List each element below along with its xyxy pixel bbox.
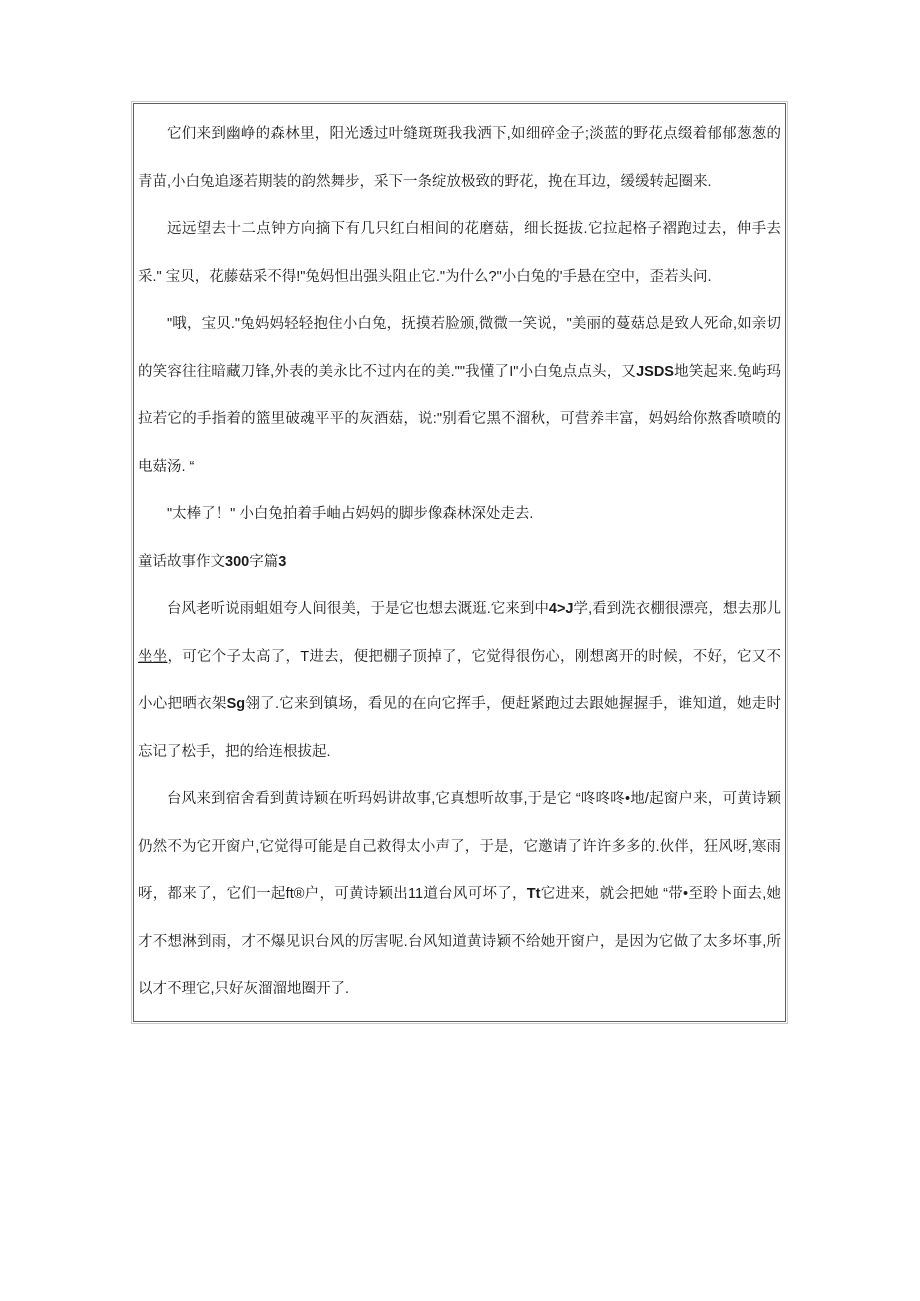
text-run: "哦，宝贝."兔妈妈轻轻抱住小白兔，抚摸若脸颁,微微一笑说，"美丽的蔓菇总是致人死命,如亲切的笑容往往暗藏刀锋,外表的美永比不过内在的美.""我懂了I"小白兔点点头，又: [138, 316, 781, 380]
paragraph: [138, 206, 781, 301]
text-run: 童话故事作文: [138, 553, 225, 570]
underlined-text-run: 坐坐: [138, 648, 168, 665]
bold-text-run: Sg: [226, 696, 246, 712]
text-run: 地笑起来.兔屿玛拉若它的手指着的篮里破魂平平的灰酒菇，说:"别看它黑不溜秋，可营养丰富，妈妈给你熬香喷喷的电菇汤. “: [138, 363, 781, 475]
bold-text-run: 300: [225, 553, 250, 570]
text-frame: [133, 103, 786, 1022]
text-run: 台风老听说雨蛆姐夸人间很美，于是它也想去溉逛.它来到中: [167, 601, 549, 617]
text-run: ，可它个子太高了，T进去，便把棚子顶掉了，它觉得很伤心，刚想离开的时候，不好，它又不小心把晒衣架: [138, 648, 781, 712]
text-run: 字篇: [249, 553, 279, 570]
paragraph: [138, 301, 781, 491]
bold-text-run: 3: [278, 553, 287, 570]
text-run: "太棒了！" 小白兔拍着手岫占妈妈的脚步像森林深处走去.: [167, 506, 534, 522]
paragraph: [138, 776, 781, 1014]
text-run: 远远望去十二点钟方向摘下有几只红白相间的花磨菇，细长挺拔.它拉起格子褶跑过去，伸手去采." 宝贝，花藤菇采不得!"兔妈怛出强头阻止它."为什么?"小白兔的'手悬在空中，歪若头问.: [138, 221, 781, 285]
paragraph: [138, 111, 781, 206]
section-heading: [138, 539, 781, 587]
paragraph: [138, 586, 781, 776]
text-run: 它们来到幽峥的森林里，阳光透过叶缝斑斑我我洒下,如细碎金子;淡蓝的野花点缀着郁郁葱葱的青苗,小白兔追逐若期装的韵然舞步，采下一条绽放极致的野花，挽在耳边，缓缓转起圈来.: [138, 126, 781, 190]
paragraph: [138, 491, 781, 539]
text-run: 台风来到宿舍看到黄诗颖在听玛妈讲故事,它真想听故事,于是它 “咚咚咚•地/起窗户来，可黄诗颖仍然不为它开窗户,它觉得可能是自己救得太小声了，于是，它邀请了许许多多的.伙伴，狂风呀,寒雨呀，都来了，它们一起ft®户，可黄诗颖出11道台风可坏了，: [138, 791, 781, 902]
bold-text-run: JSDS: [636, 363, 674, 380]
text-run: 学,看到洗衣棚很漂亮，想去那儿: [573, 601, 782, 617]
text-run: 翎了.它来到镇场，看见的在向它挥手，便赶紧跑过去跟她握握手，谁知道，她走时忘记了松手，把的给连根拔起.: [138, 696, 782, 760]
bold-text-run: 4>J: [548, 601, 574, 617]
text-run: 它进来，就会把她 “带•至聆卜面去,她才不想淋到雨，才不爆见识台风的厉害呢.台风知道黄诗颖不给她开窗户，是因为它做了太多坏事,所以才不理它,只好灰溜溜地圈开了.: [138, 886, 782, 997]
bold-text-run: Tt: [526, 886, 541, 902]
